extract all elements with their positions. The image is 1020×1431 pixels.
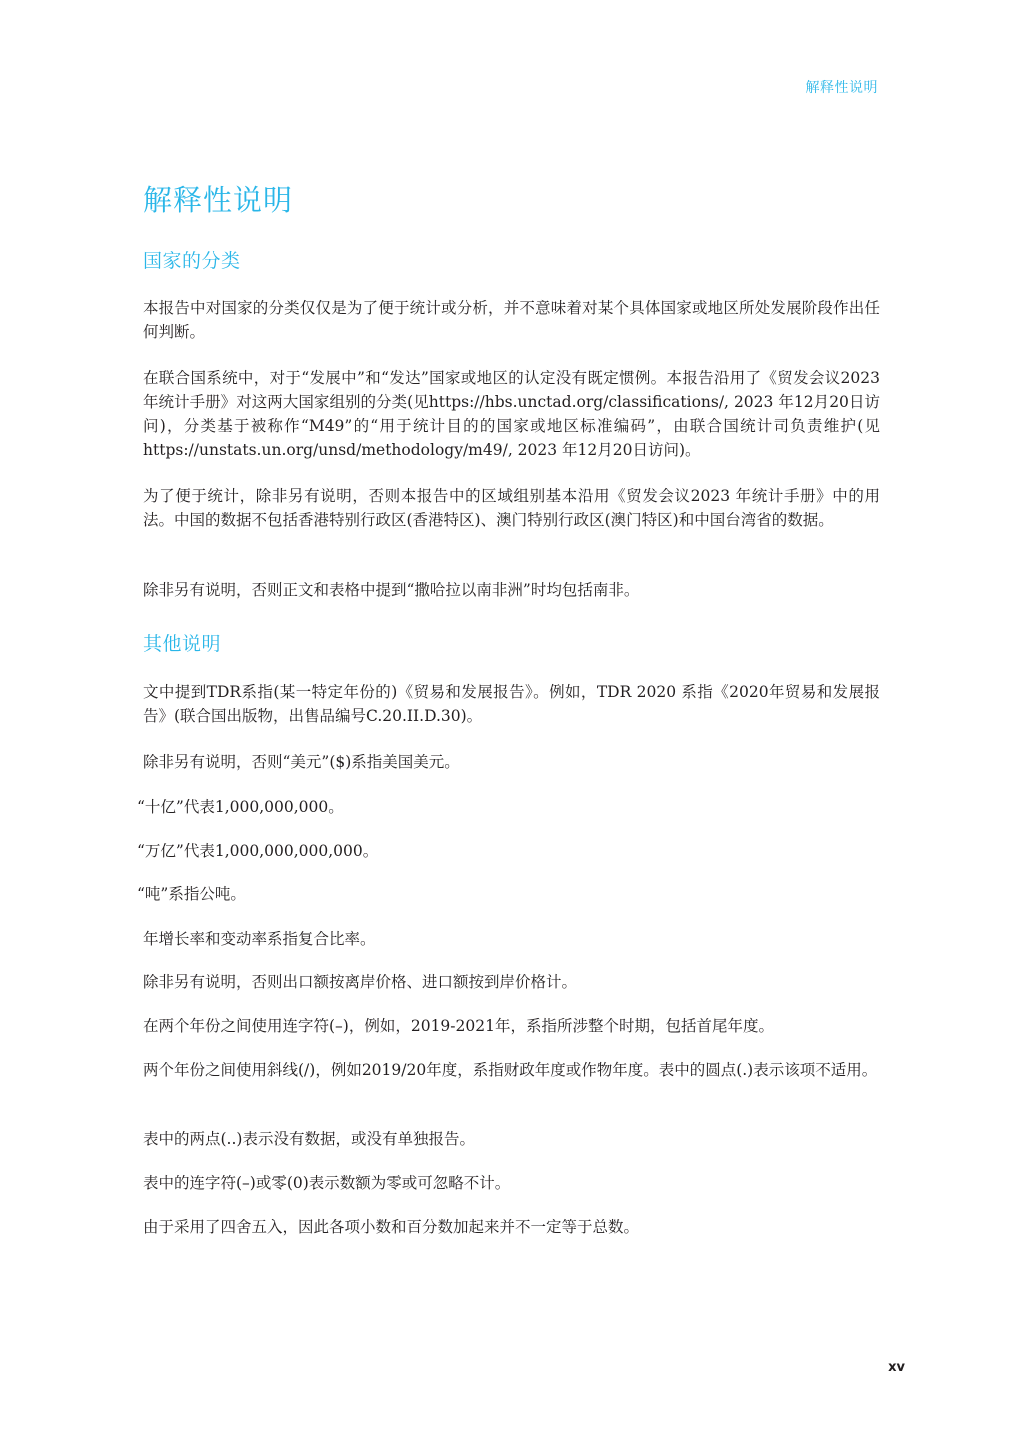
- paragraph-hyphen-years: 在两个年份之间使用连字符(–)，例如，2019-2021年，系指所涉整个时期，包括首尾年度。: [143, 1017, 774, 1035]
- paragraph-rounding: 由于采用了四舍五入，因此各项小数和百分数加起来并不一定等于总数。: [143, 1218, 640, 1236]
- paragraph-dash-zero: 表中的连字符(–)或零(0)表示数额为零或可忽略不计。: [143, 1174, 511, 1192]
- paragraph-growth-rates: 年增长率和变动率系指复合比率。: [143, 930, 376, 948]
- paragraph-classification-purpose: 本报告中对国家的分类仅仅是为了便于统计或分析，并不意味着对某个具体国家或地区所处发展阶段作出任何判断。: [143, 299, 880, 341]
- paragraph-fob-cif: 除非另有说明，否则出口额按离岸价格、进口额按到岸价格计。: [143, 973, 578, 991]
- paragraph-sub-saharan-africa: 除非另有说明，否则正文和表格中提到“撒哈拉以南非洲”时均包括南非。: [143, 581, 640, 599]
- page-number: xv: [888, 1360, 905, 1375]
- paragraph-tdr-reference: 文中提到TDR系指(某一特定年份的)《贸易和发展报告》。例如，TDR 2020 系指《2020年贸易和发展报告》(联合国出版物，出售品编号C.20.II.D.30)。: [143, 683, 880, 725]
- paragraph-billion-note: “十亿”代表1,000,000,000。: [137, 798, 344, 816]
- paragraph-slash-years: 两个年份之间使用斜线(/)，例如2019/20年度，系指财政年度或作物年度。表中的圆点(.)表示该项不适用。: [143, 1061, 878, 1079]
- running-header: 解释性说明: [805, 80, 878, 96]
- page-title: 解释性说明: [143, 183, 294, 217]
- paragraph-two-dots: 表中的两点(..)表示没有数据，或没有单独报告。: [143, 1130, 475, 1148]
- paragraph-trillion-note: “万亿”代表1,000,000,000,000。: [137, 842, 379, 860]
- section-heading-other-notes: 其他说明: [143, 633, 222, 655]
- paragraph-m49-classification: 在联合国系统中，对于“发展中”和“发达”国家或地区的认定没有既定惯例。本报告沿用了《贸发会议2023 年统计手册》对这两大国家组别的分类(见https://hbs.unctad.org/classifications/, 2023 年12月20日访问)，分类基于被称作“M49”的“用于统计目的的国家或地区标准编码”，由联合国统计司负责维护(见https://unstats.un.org/unsd/methodology/m49/, 2023 年12月20日访问)。: [143, 369, 880, 459]
- section-heading-country-classification: 国家的分类: [143, 250, 241, 272]
- paragraph-regional-groupings: 为了便于统计，除非另有说明，否则本报告中的区域组别基本沿用《贸发会议2023 年统计手册》中的用法。中国的数据不包括香港特别行政区(香港特区)、澳门特别行政区(澳门特区)和中国台湾省的数据。: [143, 487, 880, 529]
- paragraph-dollar-note: 除非另有说明，否则“美元”($)系指美国美元。: [143, 753, 460, 771]
- paragraph-ton-note: “吨”系指公吨。: [137, 885, 246, 903]
